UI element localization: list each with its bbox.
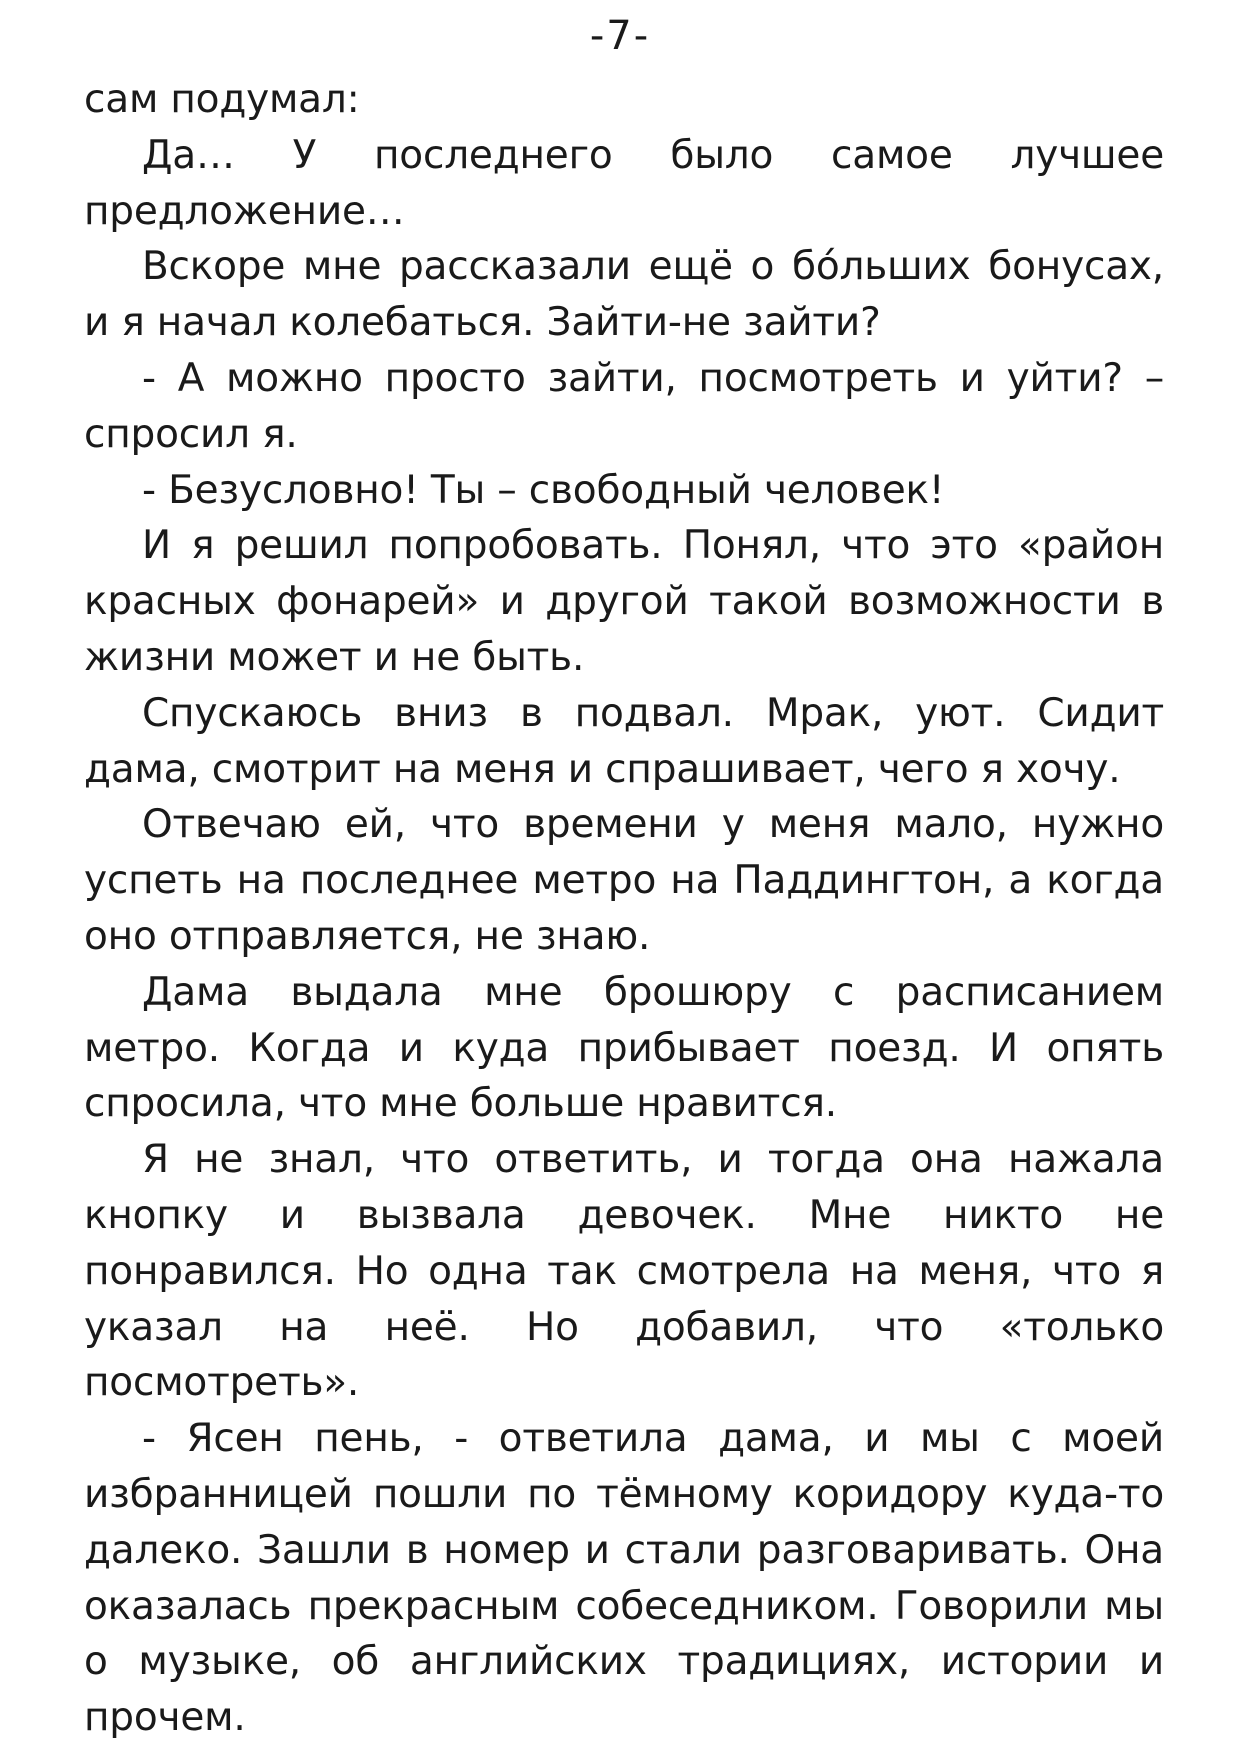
paragraph: Отвечаю ей, что времени у меня мало, нужно успеть на последнее метро на Паддингтон, а когда оно отправляется, не знаю. bbox=[84, 802, 1164, 959]
paragraph: сам подумал: bbox=[84, 77, 360, 122]
paragraph: - Ясен пень, - ответила дама, и мы с моей избранницей пошли по тёмному коридору куда-то далеко. Зашли в номер и стали разговаривать. Она оказалась прекрасным собеседником. Говорили мы о музыке, об английских традициях, истории и прочем. bbox=[84, 1416, 1164, 1741]
body-text bbox=[84, 72, 1164, 1746]
paragraph: Вскоре мне рассказали ещё о бо́льших бонусах, и я начал колебаться. Зайти-не зайти? bbox=[84, 244, 1164, 346]
paragraph: И я решил попробовать. Понял, что это «район красных фонарей» и другой такой возможности в жизни может и не быть. bbox=[84, 523, 1164, 680]
paragraph: Да… У последнего было самое лучшее предложение… bbox=[84, 132, 1164, 234]
page-number: -7- bbox=[589, 13, 651, 59]
paragraph: Дама выдала мне брошюру с расписанием метро. Когда и куда прибывает поезд. И опять спросила, что мне больше нравится. bbox=[84, 969, 1164, 1127]
paragraph: - А можно просто зайти, посмотреть и уйти? – спросил я. bbox=[84, 355, 1164, 457]
paragraph: - Безусловно! Ты – свободный человек! bbox=[142, 467, 945, 513]
paragraph: Я не знал, что ответить, и тогда она нажала кнопку и вызвала девочек. Мне никто не понравился. Но одна так смотрела на меня, что я указал на неё. Но добавил, что «только посмотреть». bbox=[84, 1137, 1164, 1406]
paragraph: Спускаюсь вниз в подвал. Мрак, уют. Сидит дама, смотрит на меня и спрашивает, чего я хочу. bbox=[84, 690, 1164, 792]
